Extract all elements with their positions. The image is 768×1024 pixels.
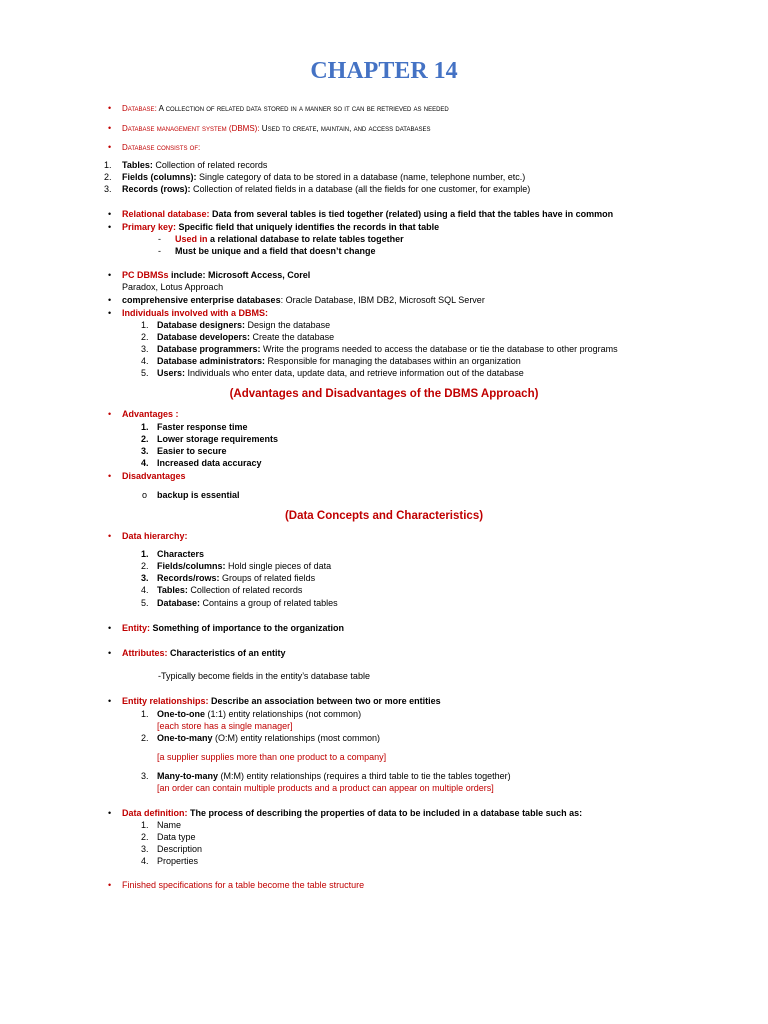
list-number: 3.: [141, 844, 149, 854]
dbms-definition: [122, 123, 431, 134]
list-item: [157, 368, 524, 379]
individuals-heading: Individuals involved with a DBMS:: [122, 308, 269, 318]
list-number: 4.: [141, 585, 149, 595]
text: Hold single pieces of data: [225, 561, 332, 571]
text: Groups of related fields: [219, 573, 316, 583]
list-item: Easier to secure: [157, 446, 227, 456]
example: [a supplier supplies more than one product to a company]: [157, 752, 387, 762]
chapter-title: CHAPTER 14: [310, 58, 458, 84]
text: Single category of data to be stored in a database (name, telephone number, etc.): [196, 172, 526, 182]
list-number: 3.: [104, 184, 112, 194]
red-text: Used in: [175, 234, 208, 244]
list-number: 4.: [141, 458, 149, 468]
list-item: [157, 320, 330, 331]
term: Primary key:: [122, 222, 177, 232]
term: Tables:: [122, 160, 153, 170]
term: PC DBMSs: [122, 270, 169, 280]
example: [each store has a single manager]: [157, 721, 293, 731]
term: Users:: [157, 368, 186, 378]
bullet: •: [108, 471, 112, 481]
list-item: [157, 733, 380, 744]
list-number: 2.: [141, 561, 149, 571]
list-item: Description: [157, 844, 203, 854]
term: Entity relationships:: [122, 696, 209, 706]
term: Database programmers:: [157, 344, 261, 354]
text: Specific field that uniquely identifies the records in that table: [176, 222, 440, 232]
list-number: 1.: [141, 422, 149, 432]
list-number: 3.: [141, 573, 149, 583]
list-item: [157, 771, 511, 782]
list-number: 1.: [141, 820, 149, 830]
list-number: 3.: [141, 446, 149, 456]
list-item: [157, 561, 331, 572]
text: Characteristics of an entity: [167, 648, 286, 658]
term: Tables:: [157, 585, 188, 595]
term: Fields/columns:: [157, 561, 226, 571]
list-item: Data type: [157, 832, 196, 842]
term: Database:: [157, 598, 201, 608]
list-number: 1.: [104, 160, 112, 170]
text: (1:1) entity relationships (not common): [205, 709, 362, 719]
term: One-to-one: [157, 709, 205, 719]
list-item: [157, 344, 618, 355]
text: Collection of related records: [187, 585, 303, 595]
list-number: 4.: [141, 356, 149, 366]
dash: -: [158, 246, 161, 256]
pc-dbms: [122, 270, 310, 281]
list-item: [157, 549, 204, 560]
list-item: [157, 356, 521, 367]
list-item: Properties: [157, 856, 199, 866]
term: Attributes:: [122, 648, 168, 658]
bullet: •: [108, 209, 112, 219]
term: Database administrators:: [157, 356, 266, 366]
term: Database designers:: [157, 320, 246, 330]
list-item: Name: [157, 820, 182, 830]
consists-heading: Database consists of:: [122, 143, 201, 152]
list-number: 2.: [141, 434, 149, 444]
list-number: 3.: [141, 344, 149, 354]
text: Collection of related fields in a database (all the fields for one customer, for example): [190, 184, 531, 194]
term: Many-to-many: [157, 771, 219, 781]
bullet: •: [108, 696, 112, 706]
list-item: [157, 585, 302, 596]
term-dbms: Database management system (DBMS):: [122, 124, 260, 133]
section-heading-data-concepts: (Data Concepts and Characteristics): [284, 510, 484, 522]
list-number: 4.: [141, 856, 149, 866]
bullet: •: [108, 295, 112, 305]
list-number: 2.: [104, 172, 112, 182]
list-item: Increased data accuracy: [157, 458, 262, 468]
list-item: [122, 172, 525, 183]
term: Fields (columns):: [122, 172, 197, 182]
attributes-note: -Typically become fields in the entity’s database table: [158, 671, 370, 681]
entity: [122, 623, 344, 634]
list-number: 2.: [141, 733, 149, 743]
list-item: [122, 160, 267, 171]
term: One-to-many: [157, 733, 213, 743]
sub-item: [175, 234, 404, 245]
text: Something of importance to the organization: [150, 623, 345, 633]
text: Write the programs needed to access the database or tie the database to other programs: [260, 344, 618, 354]
definition-text: Used to create, maintain, and access databases: [259, 124, 431, 133]
bullet: •: [108, 648, 112, 658]
text: The process of describing the properties of data to be included in a database table such as:: [187, 808, 583, 818]
list-number: 2.: [141, 832, 149, 842]
bullet: •: [108, 123, 112, 133]
list-number: 3.: [141, 771, 149, 781]
dash: -: [158, 234, 161, 244]
list-item: Faster response time: [157, 422, 248, 432]
primary-key: [122, 222, 439, 233]
term: Relational database:: [122, 209, 210, 219]
circle-bullet: o: [142, 490, 148, 500]
hierarchy-heading: Data hierarchy:: [122, 531, 188, 541]
text: (O:M) entity relationships (most common): [212, 733, 381, 743]
list-item: Lower storage requirements: [157, 434, 279, 444]
text: (M:M) entity relationships (requires a third table to tie the tables together): [218, 771, 511, 781]
term: Database developers:: [157, 332, 251, 342]
text: Create the database: [250, 332, 335, 342]
term: Characters: [157, 549, 205, 559]
list-number: 2.: [141, 332, 149, 342]
bullet: •: [108, 222, 112, 232]
text: Describe an association between two or more entities: [208, 696, 441, 706]
list-number: 1.: [141, 709, 149, 719]
bullet: •: [108, 808, 112, 818]
entity-relationships: [122, 696, 441, 707]
pc-dbms-line2: Paradox, Lotus Approach: [122, 282, 224, 292]
text: include: Microsoft Access, Corel: [168, 270, 311, 280]
text: a relational database to relate tables together: [207, 234, 404, 244]
bullet: •: [108, 409, 112, 419]
sub-item: Must be unique and a field that doesn’t change: [175, 246, 376, 256]
bullet: •: [108, 880, 112, 890]
bullet: •: [108, 103, 112, 113]
term-database: Database:: [122, 104, 157, 113]
list-item: [157, 332, 334, 343]
text: Collection of related records: [152, 160, 268, 170]
list-number: 5.: [141, 598, 149, 608]
bullet: •: [108, 531, 112, 541]
list-item: [122, 184, 530, 195]
list-number: 1.: [141, 549, 149, 559]
bullet: •: [108, 308, 112, 318]
list-item: [157, 709, 361, 720]
text: Responsible for managing the databases within an organization: [265, 356, 521, 366]
text: Contains a group of related tables: [200, 598, 338, 608]
enterprise-databases: [122, 295, 485, 306]
advantages-heading: Advantages :: [122, 409, 179, 419]
database-definition: [122, 103, 449, 114]
text: : Oracle Database, IBM DB2, Microsoft SQL Server: [280, 295, 485, 305]
definition-text: A collection of related data stored in a manner so it can be retrieved as needed: [156, 104, 449, 113]
bullet: •: [108, 623, 112, 633]
term: Data definition:: [122, 808, 188, 818]
term: Records/rows:: [157, 573, 220, 583]
list-number: 1.: [141, 320, 149, 330]
text: Design the database: [245, 320, 331, 330]
bullet: •: [108, 142, 112, 152]
term: comprehensive enterprise databases: [122, 295, 281, 305]
bullet: •: [108, 270, 112, 280]
term: Records (rows):: [122, 184, 191, 194]
list-number: 5.: [141, 368, 149, 378]
data-definition: [122, 808, 582, 819]
finished-specifications: Finished specifications for a table become the table structure: [122, 880, 365, 890]
text: Individuals who enter data, update data, and retrieve information out of the database: [185, 368, 524, 378]
disadvantages-heading: Disadvantages: [122, 471, 186, 481]
section-heading-advantages: (Advantages and Disadvantages of the DBMS Approach): [229, 388, 539, 400]
list-item: backup is essential: [157, 490, 240, 500]
list-item: [157, 598, 338, 609]
term: Entity:: [122, 623, 150, 633]
text: Data from several tables is tied together (related) using a field that the tables have in common: [209, 209, 614, 219]
attributes: [122, 648, 286, 659]
relational-database: [122, 209, 613, 220]
list-item: [157, 573, 315, 584]
example: [an order can contain multiple products and a product can appear on multiple orders]: [157, 783, 494, 793]
